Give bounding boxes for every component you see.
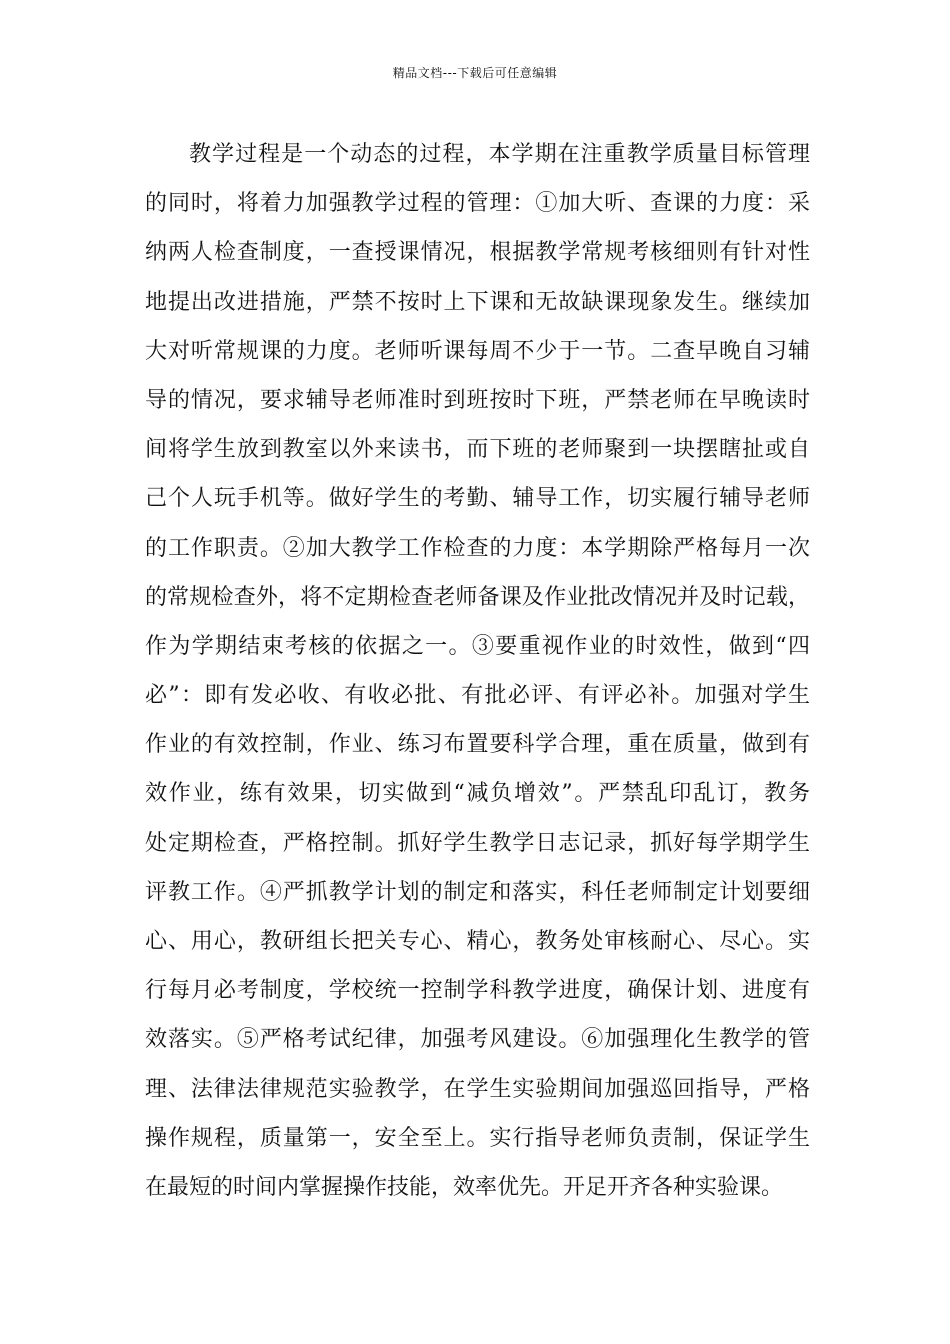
paragraph-line: 间将学生放到教室以外来读书，而下班的老师聚到一块摆瞎扯或自 [145, 437, 810, 463]
paragraph-line: 教学过程是一个动态的过程，本学期在注重教学质量目标管理 [189, 142, 810, 167]
paragraph-line: 操作规程，质量第一，安全至上。实行指导老师负责制，保证学生 [145, 1125, 810, 1151]
paragraph-line: 大对听常规课的力度。老师听课每周不少于一节。二查早晚自习辅 [145, 338, 810, 364]
paragraph-line: 处定期检查，严格控制。抓好学生教学日志记录，抓好每学期学生 [145, 830, 810, 856]
paragraph-line: 己个人玩手机等。做好学生的考勤、辅导工作，切实履行辅导老师 [145, 486, 810, 512]
paragraph-line: 的同时，将着力加强教学过程的管理：①加大听、查课的力度：采 [145, 191, 810, 217]
paragraph-line: 作为学期结束考核的依据之一。③要重视作业的时效性，做到“四 [145, 633, 810, 659]
paragraph-line: 必”：即有发必收、有收必批、有批必评、有评必补。加强对学生 [145, 683, 810, 709]
page-header: 精品文档---下载后可任意编辑 [392, 66, 558, 80]
paragraph-line: 评教工作。④严抓教学计划的制定和落实，科任老师制定计划要细 [145, 879, 810, 905]
body-paragraph [145, 130, 810, 1212]
paragraph-line: 效作业，练有效果，切实做到“减负增效”。严禁乱印乱订，教务 [145, 781, 810, 807]
paragraph-line: 行每月必考制度，学校统一控制学科教学进度，确保计划、进度有 [145, 978, 810, 1004]
paragraph-line: 理、法律法律规范实验教学，在学生实验期间加强巡回指导，严格 [145, 1076, 810, 1102]
paragraph-line: 作业的有效控制，作业、练习布置要科学合理，重在质量，做到有 [145, 732, 810, 758]
paragraph-line: 地提出改进措施，严禁不按时上下课和无故缺课现象发生。继续加 [145, 289, 810, 315]
paragraph-line: 导的情况，要求辅导老师准时到班按时下班，严禁老师在早晚读时 [145, 387, 810, 413]
paragraph-line: 纳两人检查制度，一查授课情况，根据教学常规考核细则有针对性 [145, 240, 810, 266]
paragraph-line: 的工作职责。②加大教学工作检查的力度：本学期除严格每月一次 [145, 535, 810, 561]
paragraph-line: 心、用心，教研组长把关专心、精心，教务处审核耐心、尽心。实 [145, 929, 810, 954]
paragraph-line: 在最短的时间内掌握操作技能，效率优先。开足开齐各种实验课。 [145, 1174, 784, 1200]
paragraph-line: 效落实。⑤严格考试纪律，加强考风建设。⑥加强理化生教学的管 [145, 1027, 810, 1053]
paragraph-line: 的常规检查外，将不定期检查老师备课及作业批改情况并及时记载， [145, 584, 810, 610]
